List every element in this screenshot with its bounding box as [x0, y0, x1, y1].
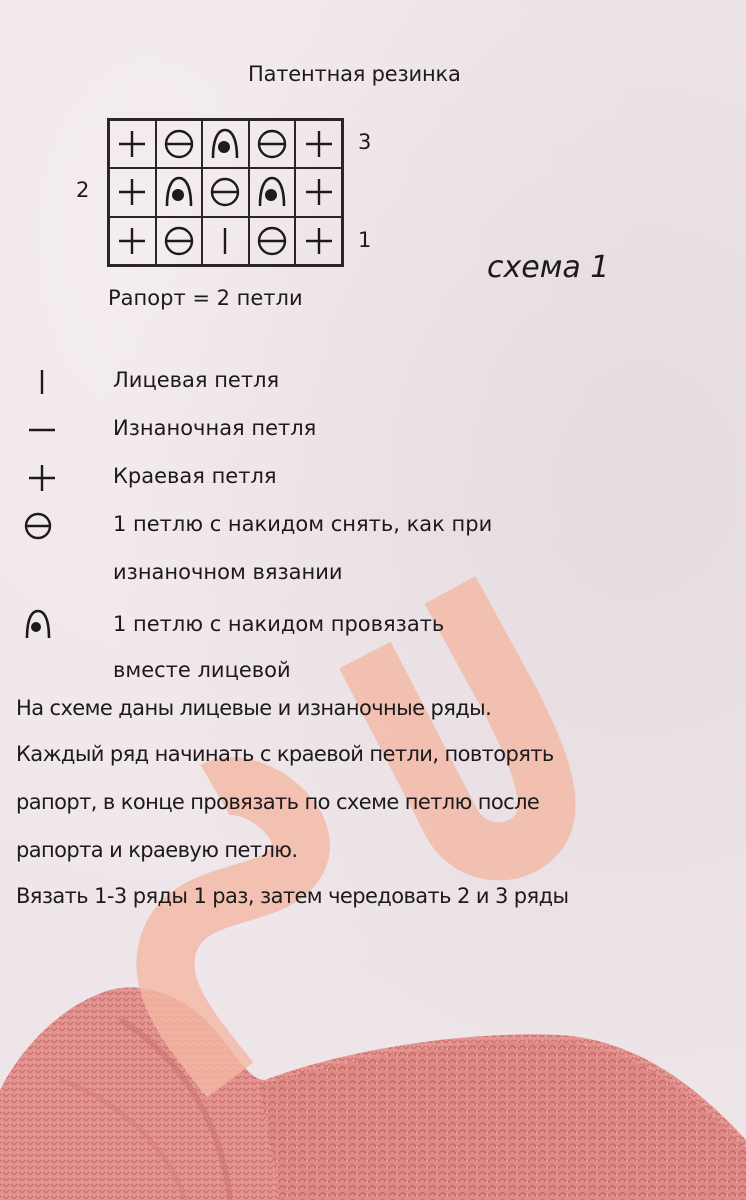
edge-stitch-icon [302, 127, 336, 161]
edge-stitch-icon [115, 224, 149, 258]
edge-stitch-icon [115, 127, 149, 161]
knitted-fabric-photo [0, 960, 746, 1200]
chart-cell-edge [109, 120, 156, 168]
rapport-note: Рапорт = 2 петли [108, 286, 303, 310]
edge-stitch-icon [22, 458, 62, 498]
legend-label-slip-yo-cont: изнаночном вязании [113, 560, 343, 584]
chart-cell-knit-yo [156, 168, 203, 216]
instruction-line: рапорта и краевую петлю. [16, 838, 298, 862]
chart-cell-slip-yo [249, 120, 296, 168]
knit-stitch-icon [208, 224, 242, 258]
row-number-1: 1 [358, 228, 372, 252]
row-number-2: 2 [76, 178, 90, 202]
edge-stitch-icon [302, 175, 336, 209]
slip-with-yarnover-icon [162, 224, 196, 258]
chart-cell-edge [295, 120, 342, 168]
slip-with-yarnover-icon [208, 175, 242, 209]
chart-cell-knit-yo [202, 120, 249, 168]
instruction-line: На схеме даны лицевые и изнаночные ряды. [16, 696, 492, 720]
legend-label-slip-yo: 1 петлю с накидом снять, как при [113, 512, 493, 536]
legend-label-knit: Лицевая петля [113, 368, 280, 392]
chart-label: схема 1 [487, 250, 610, 285]
slip-with-yarnover-icon [162, 127, 196, 161]
legend-label-edge: Краевая петля [113, 464, 277, 488]
chart-cell-slip-yo [156, 217, 203, 265]
slip-with-yarnover-icon [255, 127, 289, 161]
chart-cell-knit [202, 217, 249, 265]
pattern-title: Патентная резинка [248, 62, 461, 86]
slip-with-yarnover-icon [18, 506, 58, 546]
legend-label-purl: Изнаночная петля [113, 416, 317, 440]
instruction-line: рапорт, в конце провязать по схеме петлю после [16, 790, 540, 814]
chart-cell-edge [295, 217, 342, 265]
chart-cell-knit-yo [249, 168, 296, 216]
knit-with-yarnover-icon [162, 175, 196, 209]
chart-cell-slip-yo [202, 168, 249, 216]
slip-with-yarnover-icon [255, 224, 289, 258]
stitch-chart [107, 118, 344, 267]
knit-with-yarnover-icon [255, 175, 289, 209]
instruction-line: Каждый ряд начинать с краевой петли, повторять [16, 742, 554, 766]
knit-stitch-icon [22, 362, 62, 402]
row-number-3: 3 [358, 130, 372, 154]
legend-label-knit-yo: 1 петлю с накидом провязать [113, 612, 445, 636]
instruction-line: Вязать 1-3 ряды 1 раз, затем чередовать 2 и 3 ряды [16, 884, 569, 908]
chart-cell-edge [109, 168, 156, 216]
knit-with-yarnover-icon [208, 127, 242, 161]
chart-cell-slip-yo [249, 217, 296, 265]
knit-with-yarnover-icon [18, 604, 58, 644]
chart-cell-edge [295, 168, 342, 216]
edge-stitch-icon [115, 175, 149, 209]
edge-stitch-icon [302, 224, 336, 258]
chart-cell-edge [109, 217, 156, 265]
legend-label-knit-yo-cont: вместе лицевой [113, 658, 291, 682]
chart-cell-slip-yo [156, 120, 203, 168]
purl-stitch-icon [22, 410, 62, 450]
